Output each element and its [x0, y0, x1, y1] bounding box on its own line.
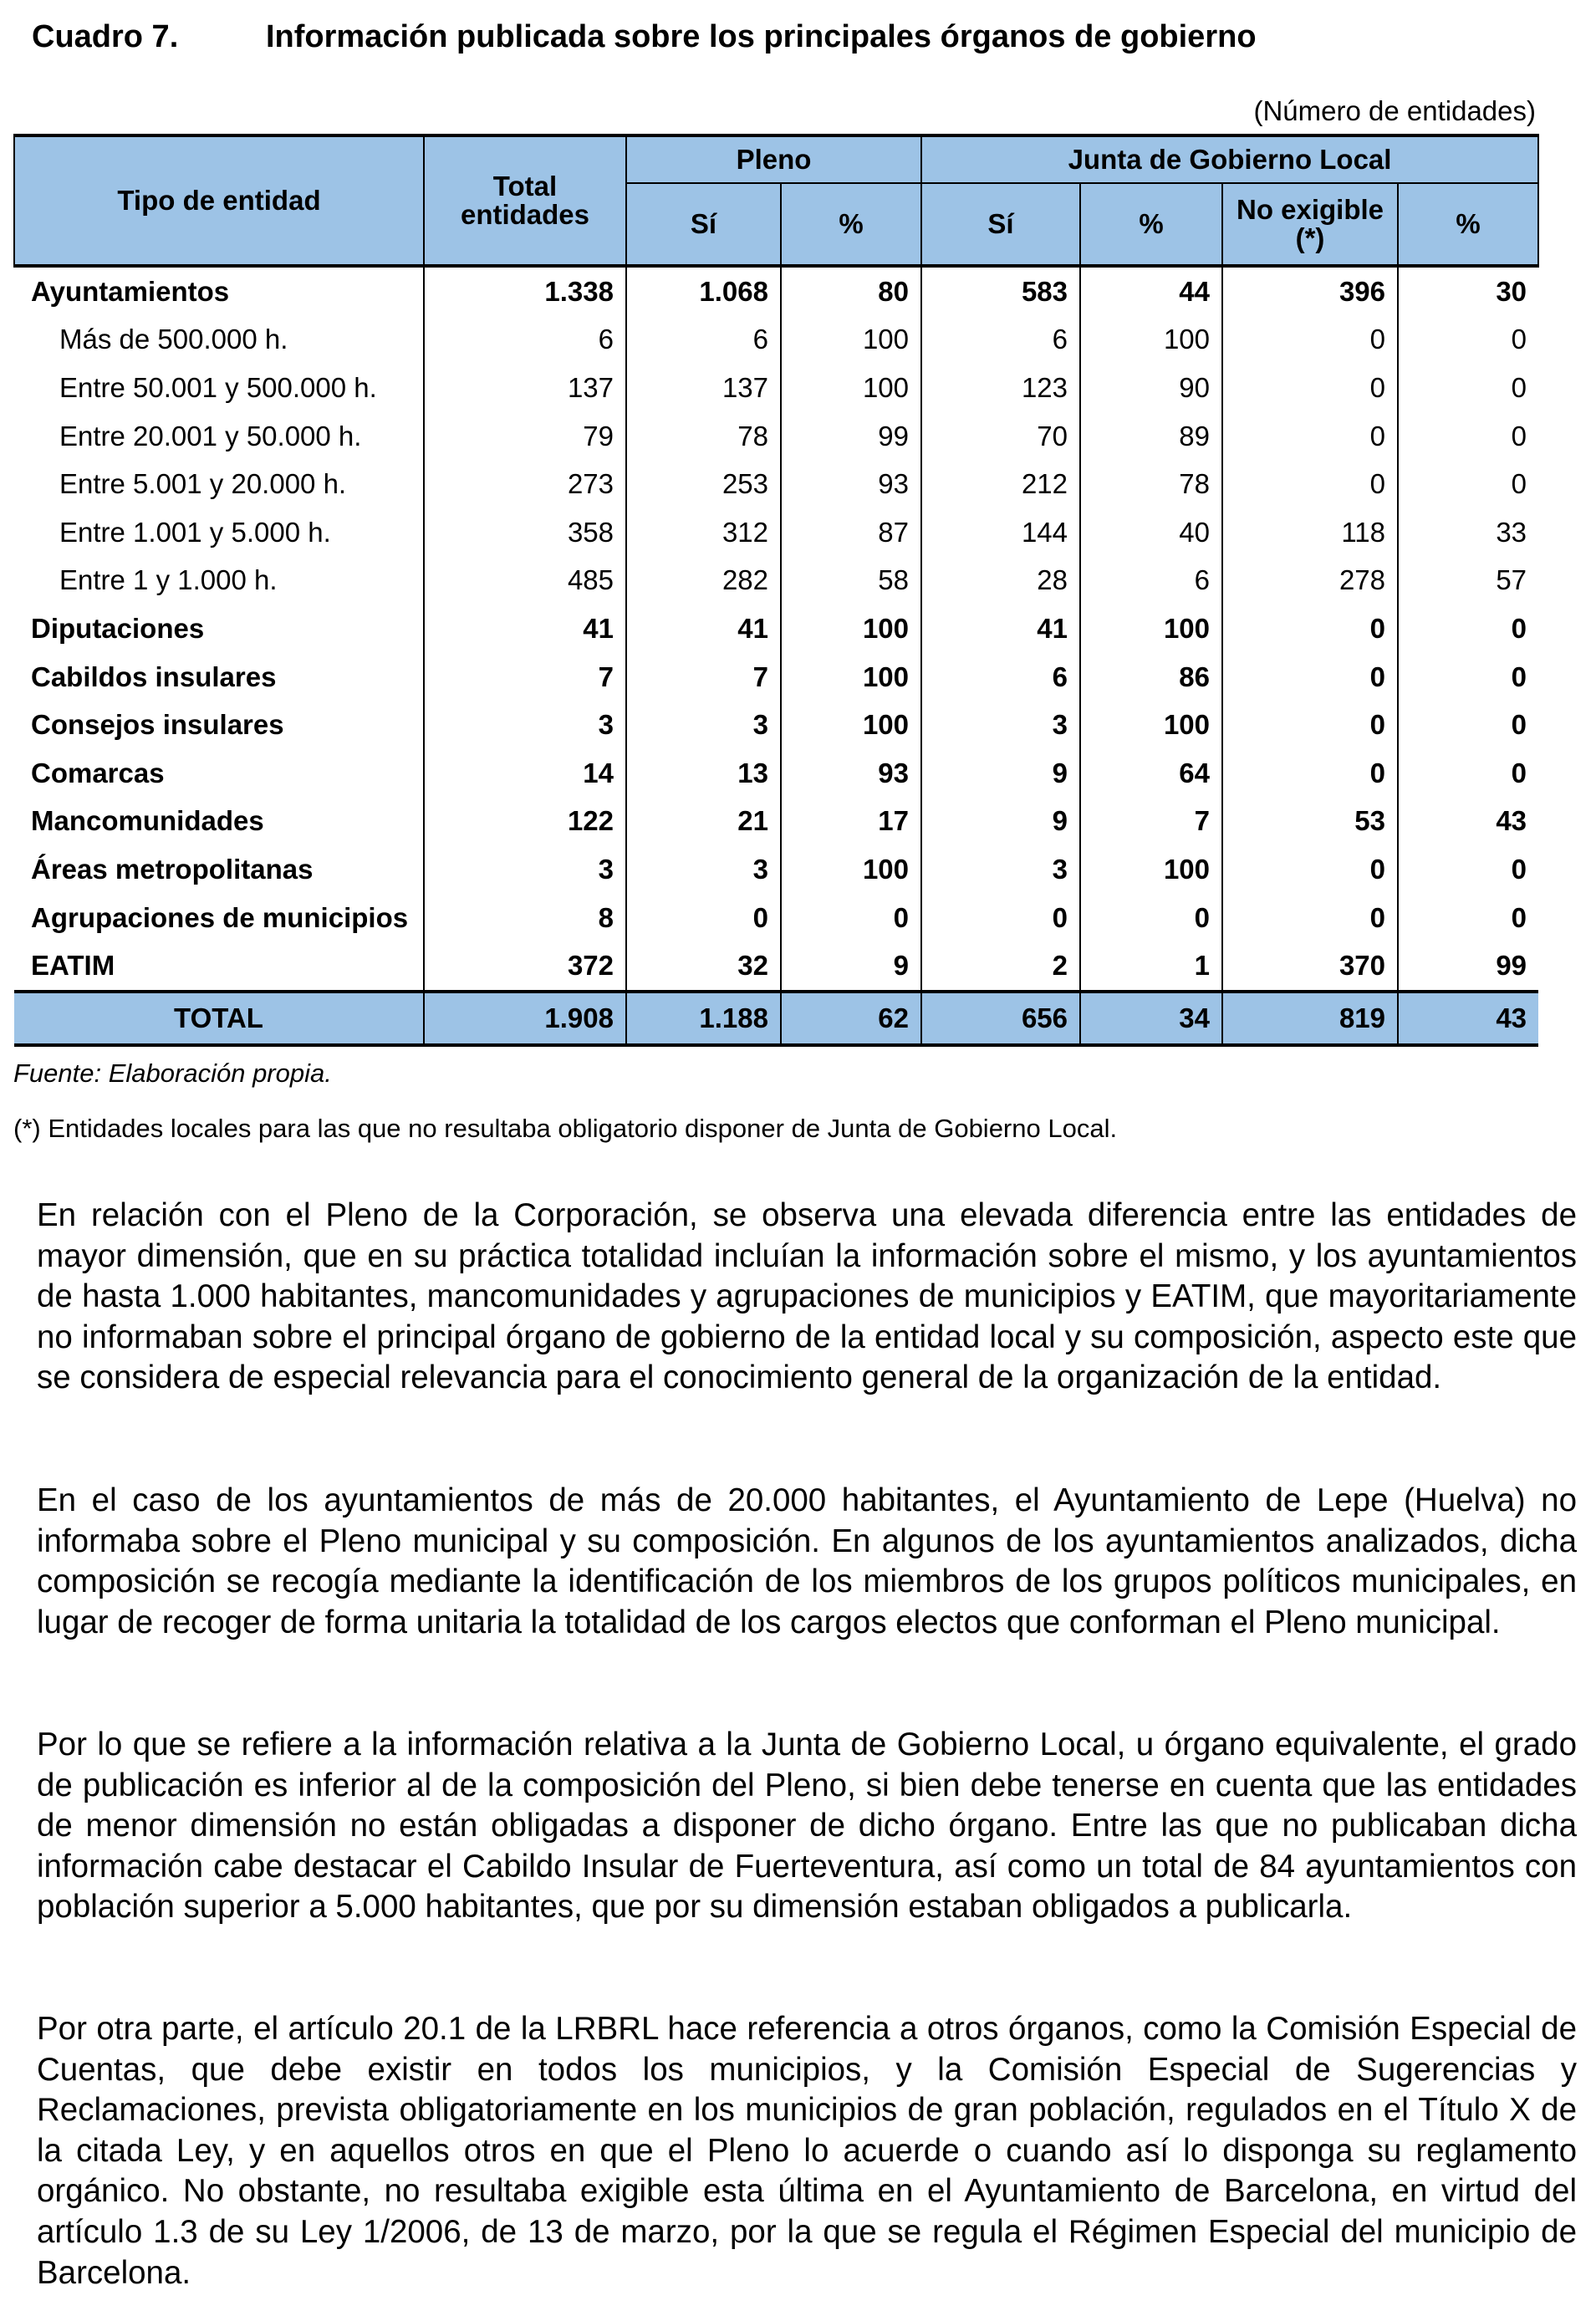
table-cell: 28 [921, 557, 1080, 605]
row-label: Entre 1 y 1.000 h. [59, 564, 278, 596]
units-note: (Número de entidades) [1253, 95, 1536, 126]
table-cell: 3 [424, 701, 626, 749]
table-cell: 372 [424, 941, 626, 992]
table-cell: 32 [626, 941, 781, 992]
table-cell: 0 [1222, 412, 1398, 461]
table-cell: 358 [424, 508, 626, 557]
total-cell: 656 [921, 992, 1080, 1045]
table-cell: 100 [781, 364, 921, 412]
table-row [14, 364, 1538, 412]
header-junta-pct: % [1080, 183, 1222, 266]
row-label: Entre 20.001 y 50.000 h. [59, 420, 362, 451]
table-cell: 0 [1222, 701, 1398, 749]
table-cell: 0 [1222, 845, 1398, 894]
table-body [14, 266, 1538, 992]
row-label: Comarcas [31, 757, 165, 788]
table-cell: 6 [424, 316, 626, 365]
row-label: Entre 5.001 y 20.000 h. [59, 468, 347, 500]
table-cell: 100 [781, 653, 921, 701]
table-cell: 3 [424, 845, 626, 894]
table-cell: 79 [424, 412, 626, 461]
table-cell: 396 [1222, 266, 1398, 316]
table-cell: 41 [921, 604, 1080, 653]
table-cell: 0 [1398, 653, 1538, 701]
table-cell: 0 [1222, 316, 1398, 365]
data-table [13, 134, 1539, 1047]
paragraph: Por lo que se refiere a la información relativa a la Junta de Gobierno Local, u órgano equivalente, el grado de publicación es inferior al de la composición del Pleno, si bien debe tenerse en cuenta que las entidades de menor dimensión no están obligadas a disponer de dicho órgano. Entre las que no publicaban dicha información cabe destacar el Cabildo Insular de Fuerteventura, así como un total de 84 ayuntamientos con población superior a 5.000 habitantes, que por su dimensión estaban obligados a publicarla. [37, 1727, 1577, 1926]
table-cell: 312 [626, 508, 781, 557]
table-cell: 3 [626, 701, 781, 749]
table-cell: 53 [1222, 798, 1398, 846]
table-row [14, 460, 1538, 508]
table-row [14, 508, 1538, 557]
table-cell: 100 [781, 316, 921, 365]
table-cell: 100 [781, 845, 921, 894]
header-no-exigible: No exigible (*) [1222, 183, 1398, 266]
table-cell: 64 [1080, 749, 1222, 798]
row-label: EATIM [31, 950, 115, 982]
table-cell: 0 [1222, 460, 1398, 508]
table-cell: 17 [781, 798, 921, 846]
table-cell: 8 [424, 894, 626, 942]
total-cell: 62 [781, 992, 921, 1045]
table-cell: 3 [921, 701, 1080, 749]
table-cell: 100 [1080, 316, 1222, 365]
table-cell: 78 [626, 412, 781, 461]
table-cell: 212 [921, 460, 1080, 508]
caption-number: Cuadro 7. [32, 19, 179, 54]
table-cell: 0 [1398, 412, 1538, 461]
table-cell: 93 [781, 460, 921, 508]
table-cell: 40 [1080, 508, 1222, 557]
table-row [14, 653, 1538, 701]
table-cell: 99 [781, 412, 921, 461]
table-cell: 144 [921, 508, 1080, 557]
total-cell: 43 [1398, 992, 1538, 1045]
total-cell: 1.908 [424, 992, 626, 1045]
table-cell: 7 [424, 653, 626, 701]
table-cell: 0 [921, 894, 1080, 942]
row-label: Agrupaciones de municipios [31, 901, 409, 933]
table-row [14, 749, 1538, 798]
paragraph: En relación con el Pleno de la Corporación, se observa una elevada diferencia entre las entidades de mayor dimensión, que en su práctica totalidad incluían la información sobre el mismo, y los ayuntamientos de hasta 1.000 habitantes, mancomunidades y agrupaciones de municipios y EATIM, que mayoritariamente no informaban sobre el principal órgano de gobierno de la entidad local y su composición, aspecto este que se considera de especial relevancia para el conocimiento general de la organización de la entidad. [37, 1197, 1577, 1396]
total-cell: 819 [1222, 992, 1398, 1045]
table-cell: 0 [1222, 364, 1398, 412]
table-cell: 6 [921, 653, 1080, 701]
table-row [14, 894, 1538, 942]
table-cell: 100 [1080, 701, 1222, 749]
table-cell: 33 [1398, 508, 1538, 557]
table-cell: 3 [626, 845, 781, 894]
header-total-entidades: Total entidades [424, 135, 626, 266]
row-label: Ayuntamientos [31, 275, 230, 307]
header-pleno: Pleno [626, 135, 921, 183]
row-label: Más de 500.000 h. [59, 324, 288, 355]
table-cell: 282 [626, 557, 781, 605]
table-cell: 57 [1398, 557, 1538, 605]
total-label: TOTAL [14, 992, 424, 1045]
table-cell: 253 [626, 460, 781, 508]
caption-title: Información publicada sobre los principales órganos de gobierno [266, 19, 1257, 54]
table-cell: 0 [1222, 894, 1398, 942]
total-cell: 1.188 [626, 992, 781, 1045]
table-cell: 13 [626, 749, 781, 798]
table-cell: 78 [1080, 460, 1222, 508]
table-cell: 2 [921, 941, 1080, 992]
table-row [14, 412, 1538, 461]
table-cell: 9 [921, 798, 1080, 846]
table-cell: 89 [1080, 412, 1222, 461]
table-cell: 86 [1080, 653, 1222, 701]
table-cell: 278 [1222, 557, 1398, 605]
table-cell: 0 [1398, 604, 1538, 653]
table-cell: 6 [921, 316, 1080, 365]
table-cell: 44 [1080, 266, 1222, 316]
table-cell: 0 [1398, 364, 1538, 412]
table-cell: 0 [1398, 894, 1538, 942]
table-cell: 100 [781, 604, 921, 653]
table-cell: 99 [1398, 941, 1538, 992]
table-cell: 273 [424, 460, 626, 508]
table-cell: 90 [1080, 364, 1222, 412]
table-cell: 41 [424, 604, 626, 653]
table-row [14, 557, 1538, 605]
table-cell: 0 [1222, 653, 1398, 701]
table-cell: 0 [1398, 460, 1538, 508]
table-row [14, 941, 1538, 992]
table-cell: 1.338 [424, 266, 626, 316]
table-cell: 0 [1398, 316, 1538, 365]
total-row [14, 992, 1538, 1045]
table-cell: 0 [1398, 701, 1538, 749]
table-cell: 41 [626, 604, 781, 653]
table-cell: 6 [1080, 557, 1222, 605]
paragraph: Por otra parte, el artículo 20.1 de la LRBRL hace referencia a otros órganos, como la Comisión Especial de Cuentas, que debe existir en todos los municipios, y la Comisión Especial de Sugerencias y Reclamaciones, prevista obligatoriamente en los municipios de gran población, regulados en el Título X de la citada Ley, y en aquellos otros en que el Pleno lo acuerde o cuando así lo disponga su reglamento orgánico. No obstante, no resultaba exigible esta última en el Ayuntamiento de Barcelona, en virtud del artículo 1.3 de su Ley 1/2006, de 13 de marzo, por la que se regula el Régimen Especial del municipio de Barcelona. [37, 2011, 1577, 2291]
table-cell: 0 [1398, 845, 1538, 894]
table-header [14, 135, 1538, 266]
table-cell: 87 [781, 508, 921, 557]
table-cell: 485 [424, 557, 626, 605]
table-cell: 30 [1398, 266, 1538, 316]
row-label: Entre 1.001 y 5.000 h. [59, 516, 331, 548]
table-cell: 21 [626, 798, 781, 846]
row-label: Cabildos insulares [31, 661, 277, 692]
total-cell: 34 [1080, 992, 1222, 1045]
table-row [14, 701, 1538, 749]
table-cell: 0 [781, 894, 921, 942]
table-cell: 3 [921, 845, 1080, 894]
table-cell: 70 [921, 412, 1080, 461]
table-row [14, 266, 1538, 316]
table-cell: 0 [1222, 604, 1398, 653]
table-row [14, 604, 1538, 653]
table-cell: 6 [626, 316, 781, 365]
table-cell: 9 [781, 941, 921, 992]
table-cell: 7 [1080, 798, 1222, 846]
table-cell: 93 [781, 749, 921, 798]
table-cell: 43 [1398, 798, 1538, 846]
header-junta-si: Sí [921, 183, 1080, 266]
header-pleno-si: Sí [626, 183, 781, 266]
table-cell: 80 [781, 266, 921, 316]
table-cell: 118 [1222, 508, 1398, 557]
header-tipo-entidad: Tipo de entidad [14, 135, 424, 266]
table-cell: 100 [1080, 604, 1222, 653]
paragraph: En el caso de los ayuntamientos de más de 20.000 habitantes, el Ayuntamiento de Lepe (Huelva) no informaba sobre el Pleno municipal y su composición. En algunos de los ayuntamientos analizados, dicha composición se recogía mediante la identificación de los miembros de los grupos políticos municipales, en lugar de recoger de forma unitaria la totalidad de los cargos electos que conforman el Pleno municipal. [37, 1482, 1577, 1640]
table-row [14, 316, 1538, 365]
table-cell: 58 [781, 557, 921, 605]
header-no-exigible-pct: % [1398, 183, 1538, 266]
table-cell: 1 [1080, 941, 1222, 992]
row-label: Entre 50.001 y 500.000 h. [59, 371, 377, 403]
table-cell: 137 [424, 364, 626, 412]
row-label: Mancomunidades [31, 805, 264, 837]
table-cell: 0 [626, 894, 781, 942]
row-label: Áreas metropolitanas [31, 853, 314, 885]
row-label: Diputaciones [31, 612, 205, 644]
table-cell: 137 [626, 364, 781, 412]
table-cell: 123 [921, 364, 1080, 412]
table-caption [32, 17, 1537, 57]
table-row [14, 798, 1538, 846]
table-cell: 100 [781, 701, 921, 749]
table-row [14, 845, 1538, 894]
table-cell: 7 [626, 653, 781, 701]
table-cell: 1.068 [626, 266, 781, 316]
table-footer [14, 992, 1538, 1045]
row-label: Consejos insulares [31, 709, 284, 741]
table-cell: 14 [424, 749, 626, 798]
table-cell: 122 [424, 798, 626, 846]
table-cell: 100 [1080, 845, 1222, 894]
table-cell: 0 [1398, 749, 1538, 798]
table-cell: 0 [1080, 894, 1222, 942]
table-cell: 0 [1222, 749, 1398, 798]
table-cell: 370 [1222, 941, 1398, 992]
footnote: (*) Entidades locales para las que no resultaba obligatorio disponer de Junta de Gobierno Local. [13, 1114, 1118, 1143]
header-pleno-pct: % [781, 183, 921, 266]
header-junta-gobierno: Junta de Gobierno Local [921, 135, 1538, 183]
table-cell: 583 [921, 266, 1080, 316]
source-note: Fuente: Elaboración propia. [13, 1058, 332, 1088]
table-cell: 9 [921, 749, 1080, 798]
